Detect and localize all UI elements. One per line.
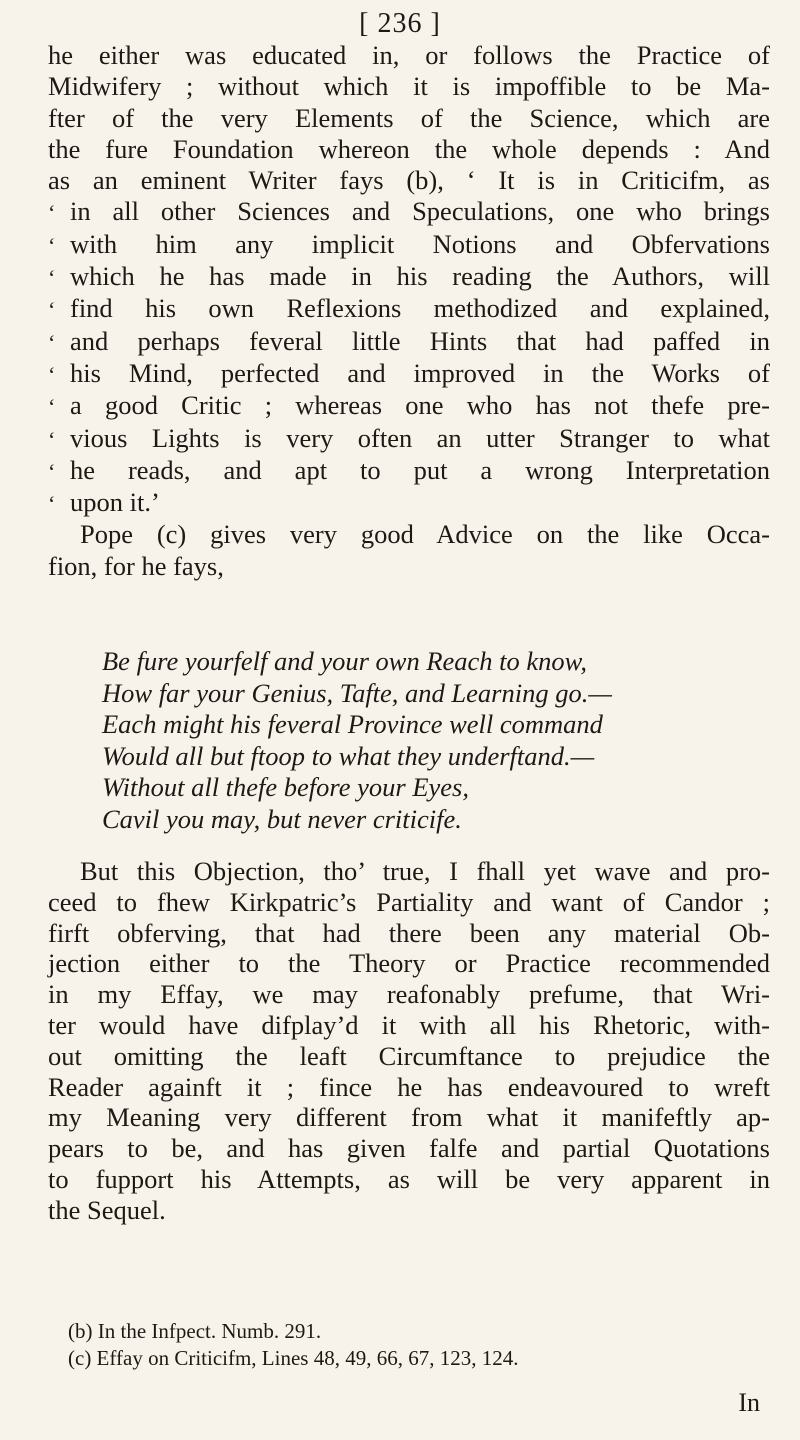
text-line: ter would have difplay’d it with all his Rhetoric, with-: [48, 1009, 770, 1040]
text-line: a good Critic ; whereas one who has not thefe pre-: [70, 390, 770, 421]
quoted-line: [48, 261, 770, 293]
quoted-line: [48, 229, 770, 261]
verse-line: Be fure yourfelf and your own Reach to know,: [102, 646, 587, 676]
footnote: (b) In the Infpect. Numb. 291.: [68, 1319, 322, 1343]
verse-line: Without all thefe before your Eyes,: [102, 772, 469, 802]
quote-mark: ‘: [48, 361, 56, 387]
text-line: upon it.’: [70, 487, 160, 518]
quote-mark: ‘: [48, 200, 56, 226]
paragraph-2: [48, 856, 770, 1226]
text-line: in all other Sciences and Speculations, one who brings: [70, 196, 770, 227]
text-line: he either was educated in, or follows the Practice of: [48, 40, 770, 70]
text-line: pears to be, and has given falfe and partial Quotations: [48, 1133, 770, 1164]
text-line: and perhaps feveral little Hints that had paffed in: [70, 325, 770, 356]
paragraph-1: [48, 40, 770, 582]
text-line: he reads, and apt to put a wrong Interpretation: [70, 454, 770, 485]
catchword: In: [738, 1388, 760, 1417]
quote-mark: ‘: [48, 329, 56, 355]
text-line: fter of the very Elements of the Science, which are: [48, 102, 770, 133]
verse-line: Cavil you may, but never criticife.: [102, 803, 462, 834]
pope-line: fion, for he fays,: [48, 550, 224, 581]
text-line: the fure Foundation whereon the whole depends : And: [48, 133, 770, 164]
text-line: firft obferving, that had there been any material Ob-: [48, 917, 770, 948]
verse-line: Would all but ftoop to what they underftand.—: [102, 740, 595, 771]
text-line: Midwifery ; without which it is impoffible to be Ma-: [48, 71, 770, 102]
text-line: to fupport his Attempts, as will be very apparent in: [48, 1163, 770, 1194]
quoted-line: [48, 455, 770, 487]
text-line: the Sequel.: [48, 1194, 166, 1225]
page-number: [ 236 ]: [359, 8, 441, 39]
quoted-line: [48, 196, 770, 228]
verse-quotation: [102, 646, 762, 835]
quote-mark: ‘: [48, 232, 56, 258]
quoted-line: [48, 423, 770, 455]
text-line: vious Lights is very often an utter Stranger to what: [70, 422, 770, 453]
footnotes: [68, 1318, 768, 1372]
text-line: But this Objection, tho’ true, I fhall yet wave and pro-: [80, 856, 770, 886]
quoted-line: [48, 390, 770, 422]
quoted-line: [48, 293, 770, 325]
quote-mark: ‘: [48, 426, 56, 452]
quoted-line: [48, 358, 770, 390]
text-line: find his own Reflexions methodized and explained,: [70, 293, 770, 324]
text-line: jection either to the Theory or Practice recommended: [48, 948, 770, 979]
text-line: as an eminent Writer fays (b), ‘ It is in Criticifm, as: [48, 165, 770, 196]
quoted-line: [48, 487, 770, 519]
text-line: with him any implicit Notions and Obfervations: [70, 228, 770, 259]
text-line: his Mind, perfected and improved in the Works of: [70, 357, 770, 388]
text-line: in my Effay, we may reafonably prefume, that Wri-: [48, 979, 770, 1010]
text-line: Reader againft it ; fince he has endeavoured to wreft: [48, 1071, 770, 1102]
quote-mark: ‘: [48, 394, 56, 420]
text-line: out omitting the leaft Circumftance to prejudice the: [48, 1040, 770, 1071]
text-line: which he has made in his reading the Authors, will: [70, 261, 770, 292]
quote-mark: ‘: [48, 491, 56, 517]
text-line: ceed to fhew Kirkpatric’s Partiality and want of Candor ;: [48, 886, 770, 917]
verse-line: Each might his feveral Province well command: [102, 709, 603, 739]
quote-mark: ‘: [48, 297, 56, 323]
quote-mark: ‘: [48, 458, 56, 484]
quoted-line: [48, 326, 770, 358]
footnote: (c) Effay on Criticifm, Lines 48, 49, 66, 67, 123, 124.: [68, 1346, 519, 1370]
pope-line: Pope (c) gives very good Advice on the like Occa-: [80, 519, 770, 550]
text-line: my Meaning very different from what it manifeftly ap-: [48, 1102, 770, 1133]
verse-line: How far your Genius, Tafte, and Learning go.—: [102, 677, 612, 708]
quote-mark: ‘: [48, 265, 56, 291]
